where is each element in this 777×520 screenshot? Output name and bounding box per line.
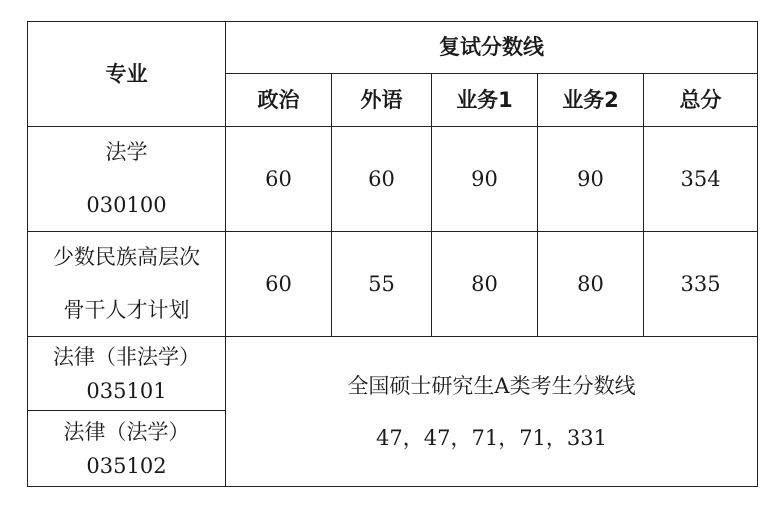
major-cell (28, 127, 226, 232)
score-total: 354 (644, 127, 758, 232)
national-line-label: 全国硕士研究生A类考生分数线 (347, 373, 636, 398)
major-name: 少数民族高层次 (53, 245, 200, 269)
score-table (27, 21, 758, 487)
score-subject-1: 90 (432, 127, 538, 232)
major-code: 骨干人才计划 (63, 298, 190, 322)
score-politics: 60 (226, 127, 332, 232)
score-subject-1: 80 (432, 232, 538, 337)
major-cell (28, 232, 226, 337)
header-major: 专业 (28, 22, 226, 127)
score-subject-2: 90 (538, 127, 644, 232)
major-code: 030100 (86, 193, 167, 217)
major-cell (28, 411, 226, 487)
table-row (28, 232, 758, 337)
header-subject-1: 业务1 (432, 74, 538, 127)
score-subject-2: 80 (538, 232, 644, 337)
table-row (28, 337, 758, 411)
major-name: 法律（法学） (63, 419, 190, 444)
header-subject-2: 业务2 (538, 74, 644, 127)
score-politics: 60 (226, 232, 332, 337)
major-name: 法律（非法学） (53, 344, 200, 369)
score-total: 335 (644, 232, 758, 337)
table-row (28, 127, 758, 232)
major-cell (28, 337, 226, 411)
score-foreign-language: 55 (332, 232, 432, 337)
header-politics: 政治 (226, 74, 332, 127)
score-foreign-language: 60 (332, 127, 432, 232)
national-line-cell (226, 337, 758, 487)
header-foreign-language: 外语 (332, 74, 432, 127)
header-retest-line: 复试分数线 (226, 22, 758, 74)
major-code: 035101 (86, 378, 167, 403)
header-total: 总分 (644, 74, 758, 127)
major-code: 035102 (86, 453, 167, 478)
national-line-values: 47，47，71，71，331 (376, 425, 608, 450)
major-name: 法学 (105, 140, 148, 164)
